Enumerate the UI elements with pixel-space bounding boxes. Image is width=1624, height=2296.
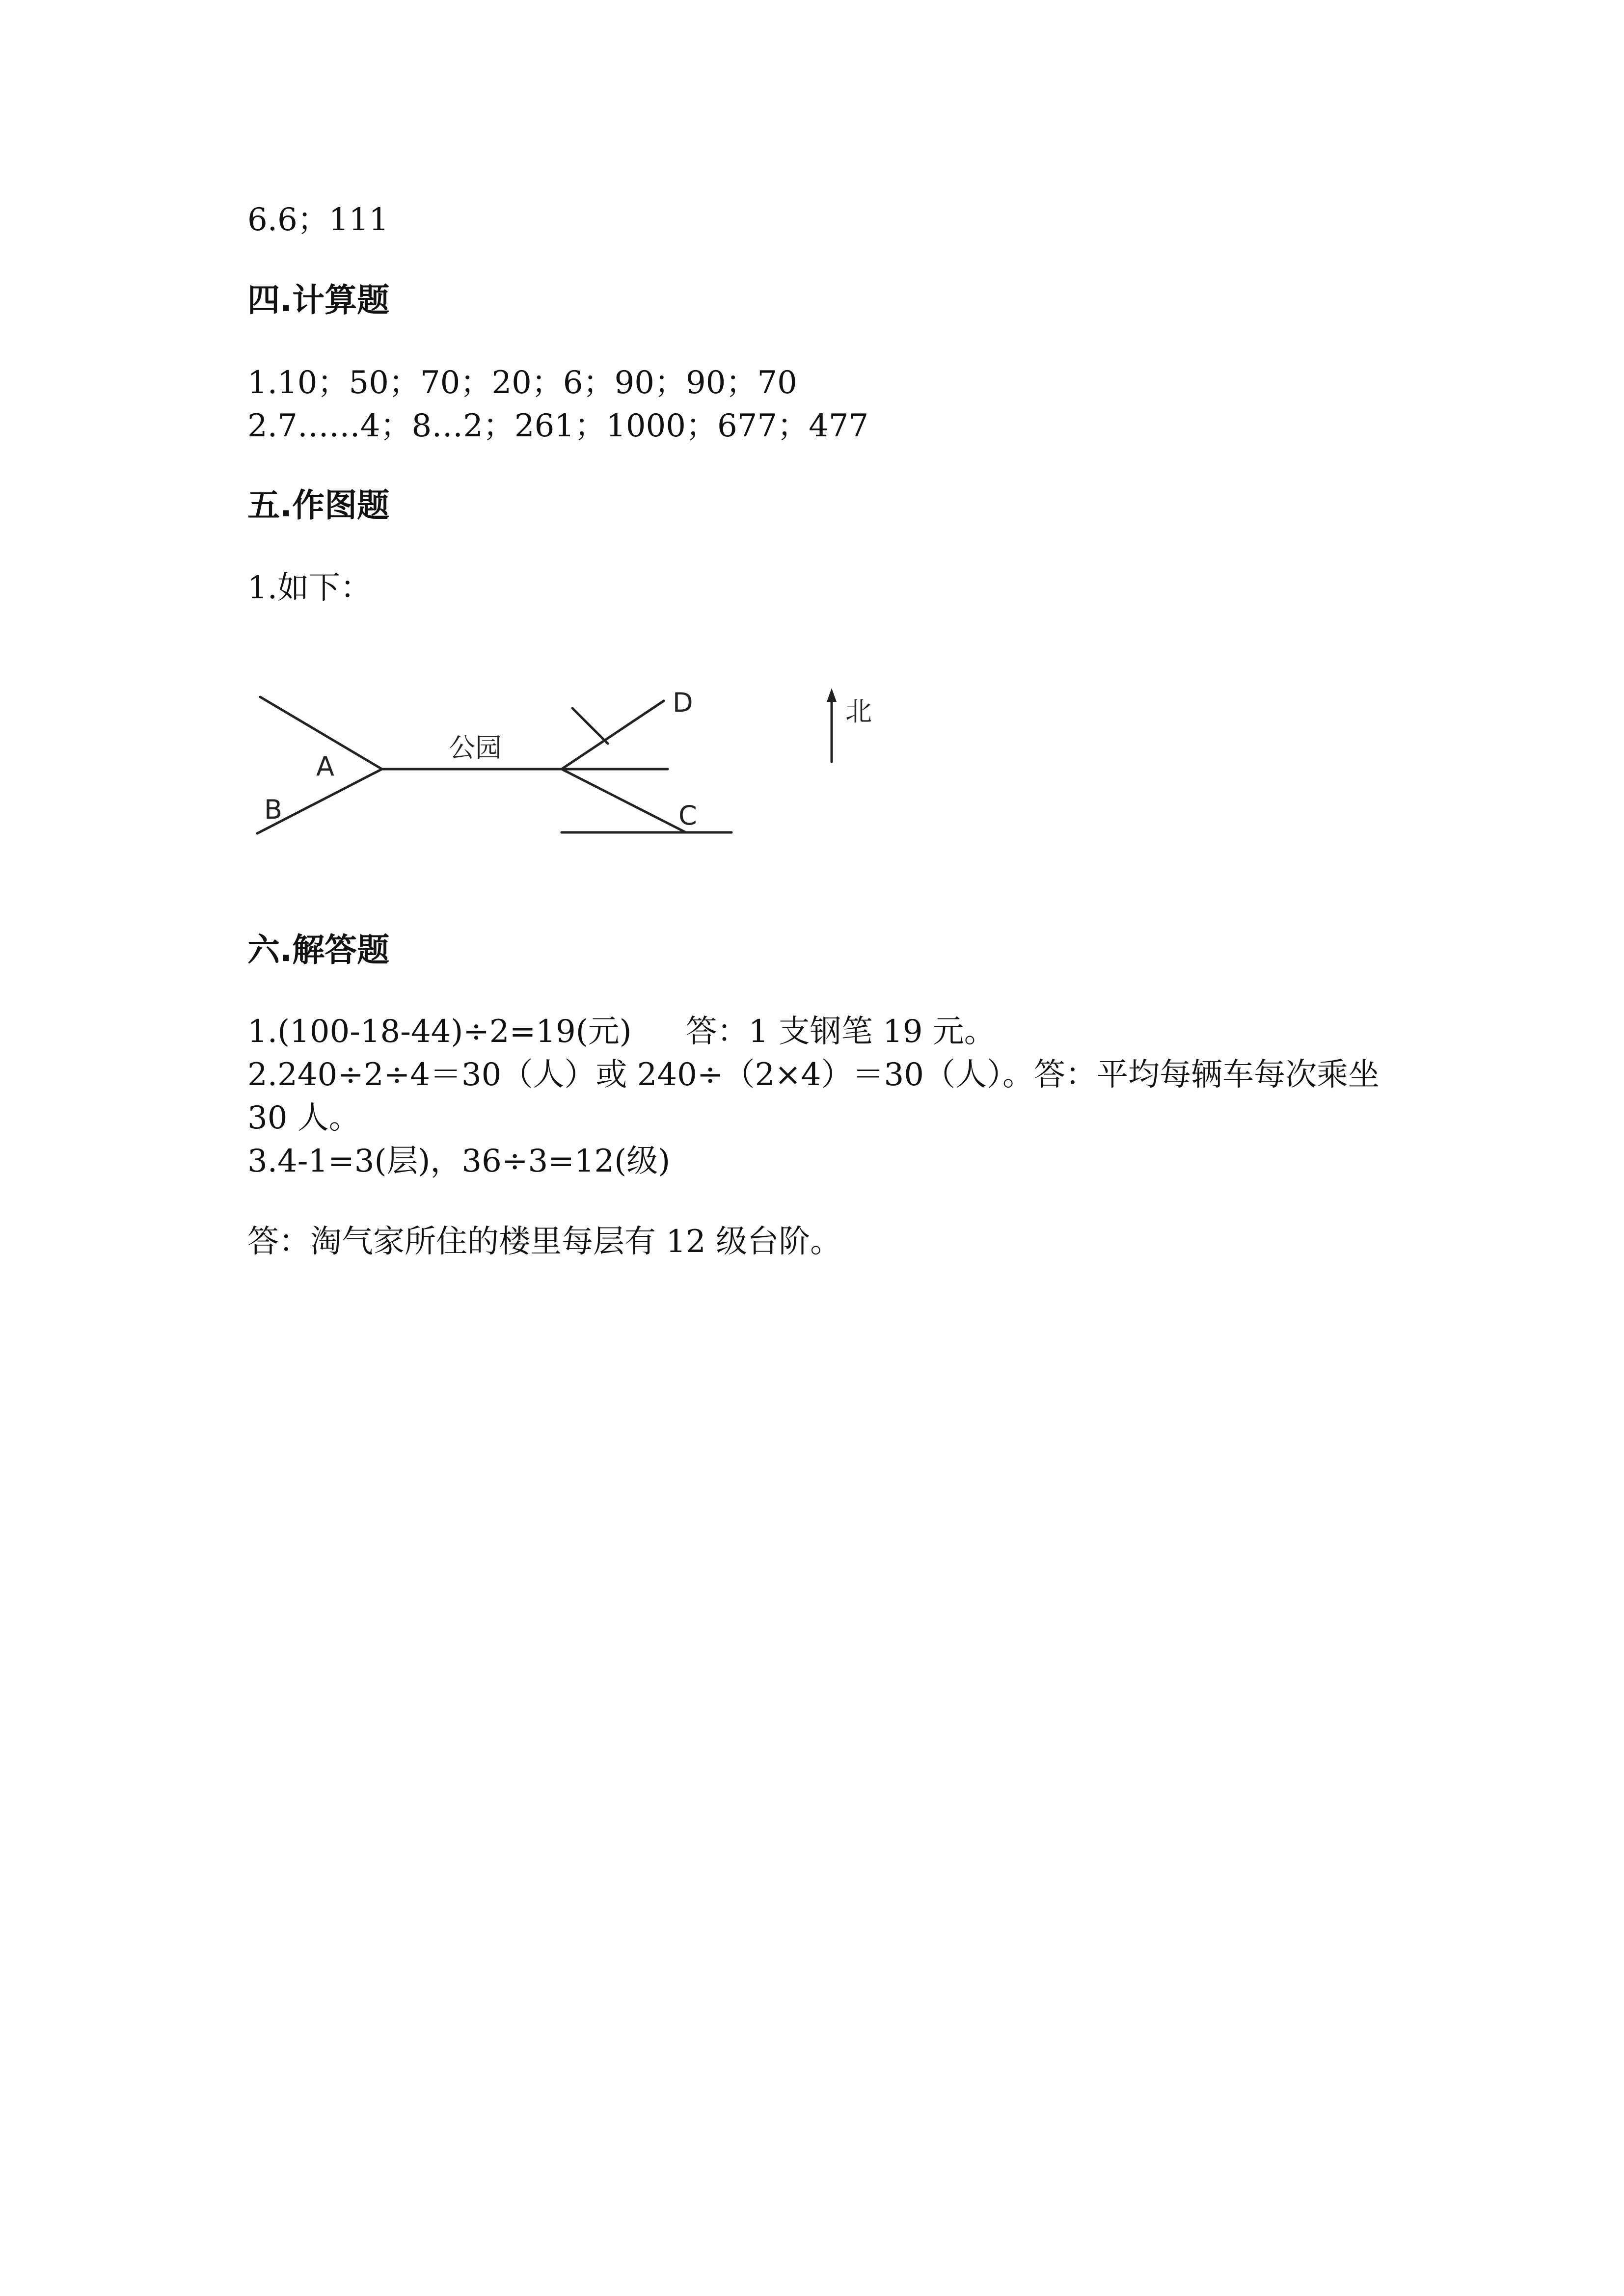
answer-5-1: 1.如下： xyxy=(247,570,372,606)
answer-6-6: 6.6；111 xyxy=(247,202,389,238)
section-heading-answers: 六.解答题 xyxy=(247,931,390,969)
answer-6-4: 答：淘气家所住的楼里每层有 12 级台阶。 xyxy=(247,1224,842,1260)
answer-6-2: 2.240÷2÷4＝30（人）或 240÷（2×4）＝30（人）。答：平均每辆车每次乘坐 30 人。 xyxy=(247,1057,1380,1136)
answer-6-1-equation: 1.(100-18-44)÷2=19(元) xyxy=(247,1014,632,1050)
diagram-label-park: 公园 xyxy=(449,732,502,763)
answer-4-1: 1.10；50；70；20；6；90；90；70 xyxy=(247,365,797,401)
diagram-label-c: C xyxy=(678,800,697,831)
diagram-label-d: D xyxy=(673,687,693,718)
diagram-line-to-c xyxy=(562,769,686,832)
diagram-label-a: A xyxy=(316,751,334,782)
diagram-label-b: B xyxy=(264,794,283,825)
answer-4-2: 2.7……4；8…2；261；1000；677；477 xyxy=(247,408,869,444)
answer-6-1 xyxy=(247,1010,996,1053)
answer-6-1-conclusion: 答：1 支钢笔 19 元。 xyxy=(685,1014,996,1050)
answer-6-3: 3.4-1=3(层)，36÷3=12(级) xyxy=(247,1143,671,1179)
route-diagram xyxy=(247,677,994,854)
diagram-label-north: 北 xyxy=(845,696,872,727)
section-heading-drawing: 五.作图题 xyxy=(247,486,390,524)
diagram-line-d-stub xyxy=(572,708,608,744)
north-arrow-head xyxy=(827,688,837,702)
section-heading-calculation: 四.计算题 xyxy=(247,281,390,319)
